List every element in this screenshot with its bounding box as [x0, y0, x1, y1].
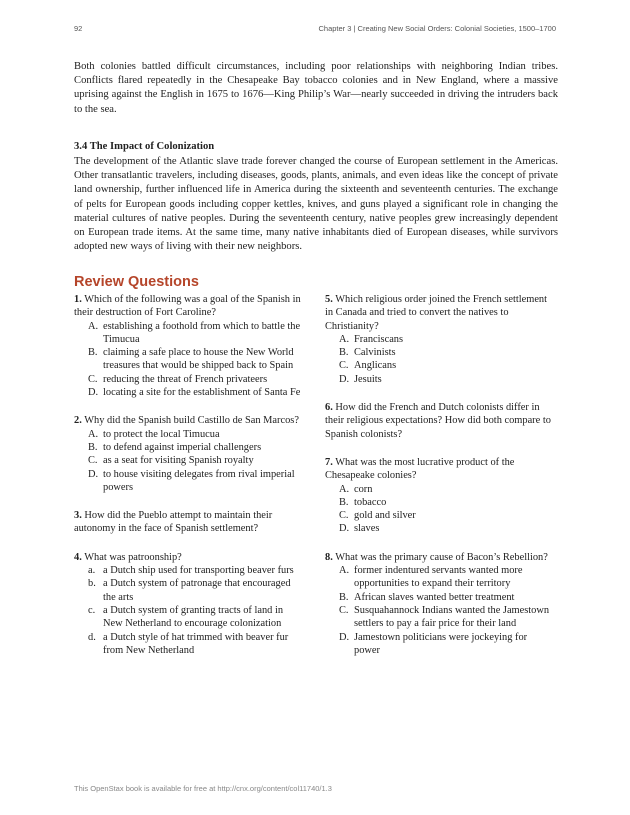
question-text: What was the primary cause of Bacon’s Rebellion? — [335, 551, 548, 563]
answer-option — [325, 483, 555, 496]
answer-option — [325, 591, 555, 604]
chapter-header: Chapter 3 | Creating New Social Orders: Colonial Societies, 1500–1700 — [318, 24, 556, 33]
option-letter: A. — [88, 428, 99, 440]
option-text: a Dutch ship used for transporting beaver furs — [103, 565, 294, 577]
question-text: What was the most lucrative product of the Chesapeake colonies? — [325, 456, 515, 482]
answer-option — [325, 496, 555, 509]
question-number: 1. — [74, 294, 82, 305]
option-letter: d. — [88, 631, 96, 643]
option-letter: B. — [339, 347, 349, 359]
section-title: 3.4 The Impact of Colonization — [74, 141, 215, 152]
option-text: Calvinists — [354, 347, 396, 359]
option-text: slaves — [354, 523, 380, 535]
option-text: gold and silver — [354, 510, 416, 522]
option-letter: D. — [88, 387, 99, 399]
question-text: Which religious order joined the French settlement in Canada and tried to convert the natives to Christianity? — [325, 294, 548, 332]
answer-options — [325, 483, 555, 536]
answer-option — [325, 522, 555, 535]
option-text: establishing a foothold from which to battle the Timucua — [103, 320, 301, 345]
question-stem — [74, 293, 304, 320]
question-text: How did the French and Dutch colonists differ in their religious expectations? How did both compare to Spanish colonists? — [325, 402, 551, 440]
intro-paragraph: Both colonies battled difficult circumstances, including poor relationships with neighboring Indian tribes. Conflicts flared repeatedly in the Chesapeake Bay tobacco colonies and in New England, where a massive uprising against the English in 1675 to 1676—King Philip’s War—nearly succeeded in driving the intruders back to the sea. — [74, 61, 558, 115]
review-question — [325, 401, 555, 441]
section-body: The development of the Atlantic slave trade forever changed the course of European settlement in the Americas. Other transatlantic travelers, including diseases, goods, plants, animals, and even ideas like the concept of private land ownership, further influenced life in America during the sixteenth and seventeenth centuries. The exchange of pelts for European goods including copper kettles, knives, and guns played a significant role in changing the material cultures of native peoples. During the seventeenth century, native peoples grew increasingly dependent on European trade items. At the same time, many native inhabitants died of European diseases, while survivors adopted new ways of living with their new neighbors. — [74, 156, 558, 253]
option-letter: D. — [339, 631, 350, 643]
option-text: former indentured servants wanted more opportunities to expand their territory — [354, 565, 523, 590]
question-stem — [325, 551, 555, 564]
option-text: Anglicans — [354, 360, 397, 372]
answer-option — [74, 454, 304, 467]
question-text: What was patroonship? — [84, 551, 182, 563]
option-letter: B. — [339, 496, 349, 508]
answer-option — [74, 631, 304, 658]
answer-option — [74, 346, 304, 373]
question-number: 2. — [74, 415, 82, 427]
answer-option — [325, 604, 555, 631]
option-text: to protect the local Timucua — [103, 428, 220, 440]
answer-options — [74, 320, 304, 400]
answer-option — [325, 564, 555, 591]
answer-options — [325, 564, 555, 657]
review-question — [74, 293, 304, 399]
option-letter: C. — [339, 510, 349, 522]
question-number: 8. — [325, 551, 333, 563]
option-letter: a. — [88, 565, 96, 577]
option-text: Jamestown politicians were jockeying for power — [354, 631, 528, 656]
answer-option — [74, 468, 304, 495]
option-text: a Dutch system of patronage that encouraged the arts — [103, 578, 291, 603]
question-stem — [74, 551, 304, 564]
option-text: a Dutch system of granting tracts of land in New Netherland to encourage colonization — [103, 604, 284, 630]
option-text: to house visiting delegates from rival imperial powers — [103, 468, 295, 493]
option-letter: D. — [88, 468, 99, 480]
review-question — [325, 293, 555, 386]
answer-option — [325, 373, 555, 386]
question-text: Why did the Spanish build Castillo de San Marcos? — [84, 415, 299, 427]
option-text: to defend against imperial challengers — [103, 441, 262, 453]
answer-option — [74, 373, 304, 386]
option-text: tobacco — [354, 496, 387, 508]
option-letter: A. — [339, 483, 350, 495]
answer-option — [325, 346, 555, 359]
option-text: corn — [354, 483, 373, 495]
option-text: African slaves wanted better treatment — [354, 591, 515, 603]
option-text: a Dutch style of hat trimmed with beaver fur from New Netherland — [103, 631, 289, 656]
question-stem — [325, 293, 555, 333]
option-letter: B. — [88, 441, 98, 453]
option-letter: D. — [339, 373, 350, 385]
option-letter: A. — [88, 320, 99, 332]
question-stem — [74, 414, 304, 427]
answer-option — [74, 386, 304, 399]
option-text: Franciscans — [354, 333, 404, 345]
option-text: locating a site for the establishment of Santa Fe — [103, 387, 301, 399]
answer-option — [74, 320, 304, 347]
question-number: 4. — [74, 551, 82, 563]
option-letter: b. — [88, 578, 96, 590]
option-text: as a seat for visiting Spanish royalty — [103, 455, 254, 467]
review-question — [74, 509, 304, 536]
question-number: 3. — [74, 510, 82, 522]
question-text: How did the Pueblo attempt to maintain their autonomy in the face of Spanish settlement? — [74, 510, 273, 535]
review-questions-title: Review Questions — [74, 274, 199, 290]
option-text: reducing the threat of French privateers — [103, 373, 268, 385]
review-question — [74, 551, 304, 657]
page-number: 92 — [74, 24, 83, 33]
option-letter: C. — [88, 373, 98, 385]
option-letter: c. — [88, 604, 96, 616]
answer-option — [74, 604, 304, 631]
option-letter: C. — [88, 455, 98, 467]
answer-options — [325, 333, 555, 386]
page-footer: This OpenStax book is available for free at http://cnx.org/content/col11740/1.3 — [74, 784, 332, 793]
answer-option — [74, 428, 304, 441]
answer-option — [74, 441, 304, 454]
option-letter: A. — [339, 565, 350, 577]
question-number: 7. — [325, 456, 333, 468]
option-letter: B. — [88, 347, 98, 359]
answer-option — [74, 577, 304, 604]
question-text: Which of the following was a goal of the Spanish in their destruction of Fort Caroline? — [74, 294, 301, 319]
question-number: 5. — [325, 294, 333, 305]
answer-options — [74, 564, 304, 657]
answer-option — [325, 333, 555, 346]
review-question — [325, 456, 555, 536]
option-letter: A. — [339, 333, 350, 345]
question-stem — [325, 456, 555, 483]
question-stem — [74, 509, 304, 536]
option-letter: C. — [339, 360, 349, 372]
answer-option — [325, 631, 555, 658]
option-text: Susquahannock Indians wanted the Jamestown settlers to pay a fair price for their land — [354, 604, 550, 630]
option-text: Jesuits — [354, 373, 382, 385]
answer-option — [74, 564, 304, 577]
question-stem — [325, 401, 555, 441]
option-letter: D. — [339, 523, 350, 535]
questions-column-right — [325, 293, 555, 672]
option-letter: B. — [339, 591, 349, 603]
option-text: claiming a safe place to house the New World treasures that would be shipped back to Spain — [103, 347, 294, 372]
review-question — [325, 551, 555, 657]
review-question — [74, 414, 304, 494]
answer-option — [325, 359, 555, 372]
question-number: 6. — [325, 402, 333, 414]
option-letter: C. — [339, 604, 349, 616]
answer-option — [325, 509, 555, 522]
questions-column-left — [74, 293, 304, 672]
answer-options — [74, 428, 304, 494]
